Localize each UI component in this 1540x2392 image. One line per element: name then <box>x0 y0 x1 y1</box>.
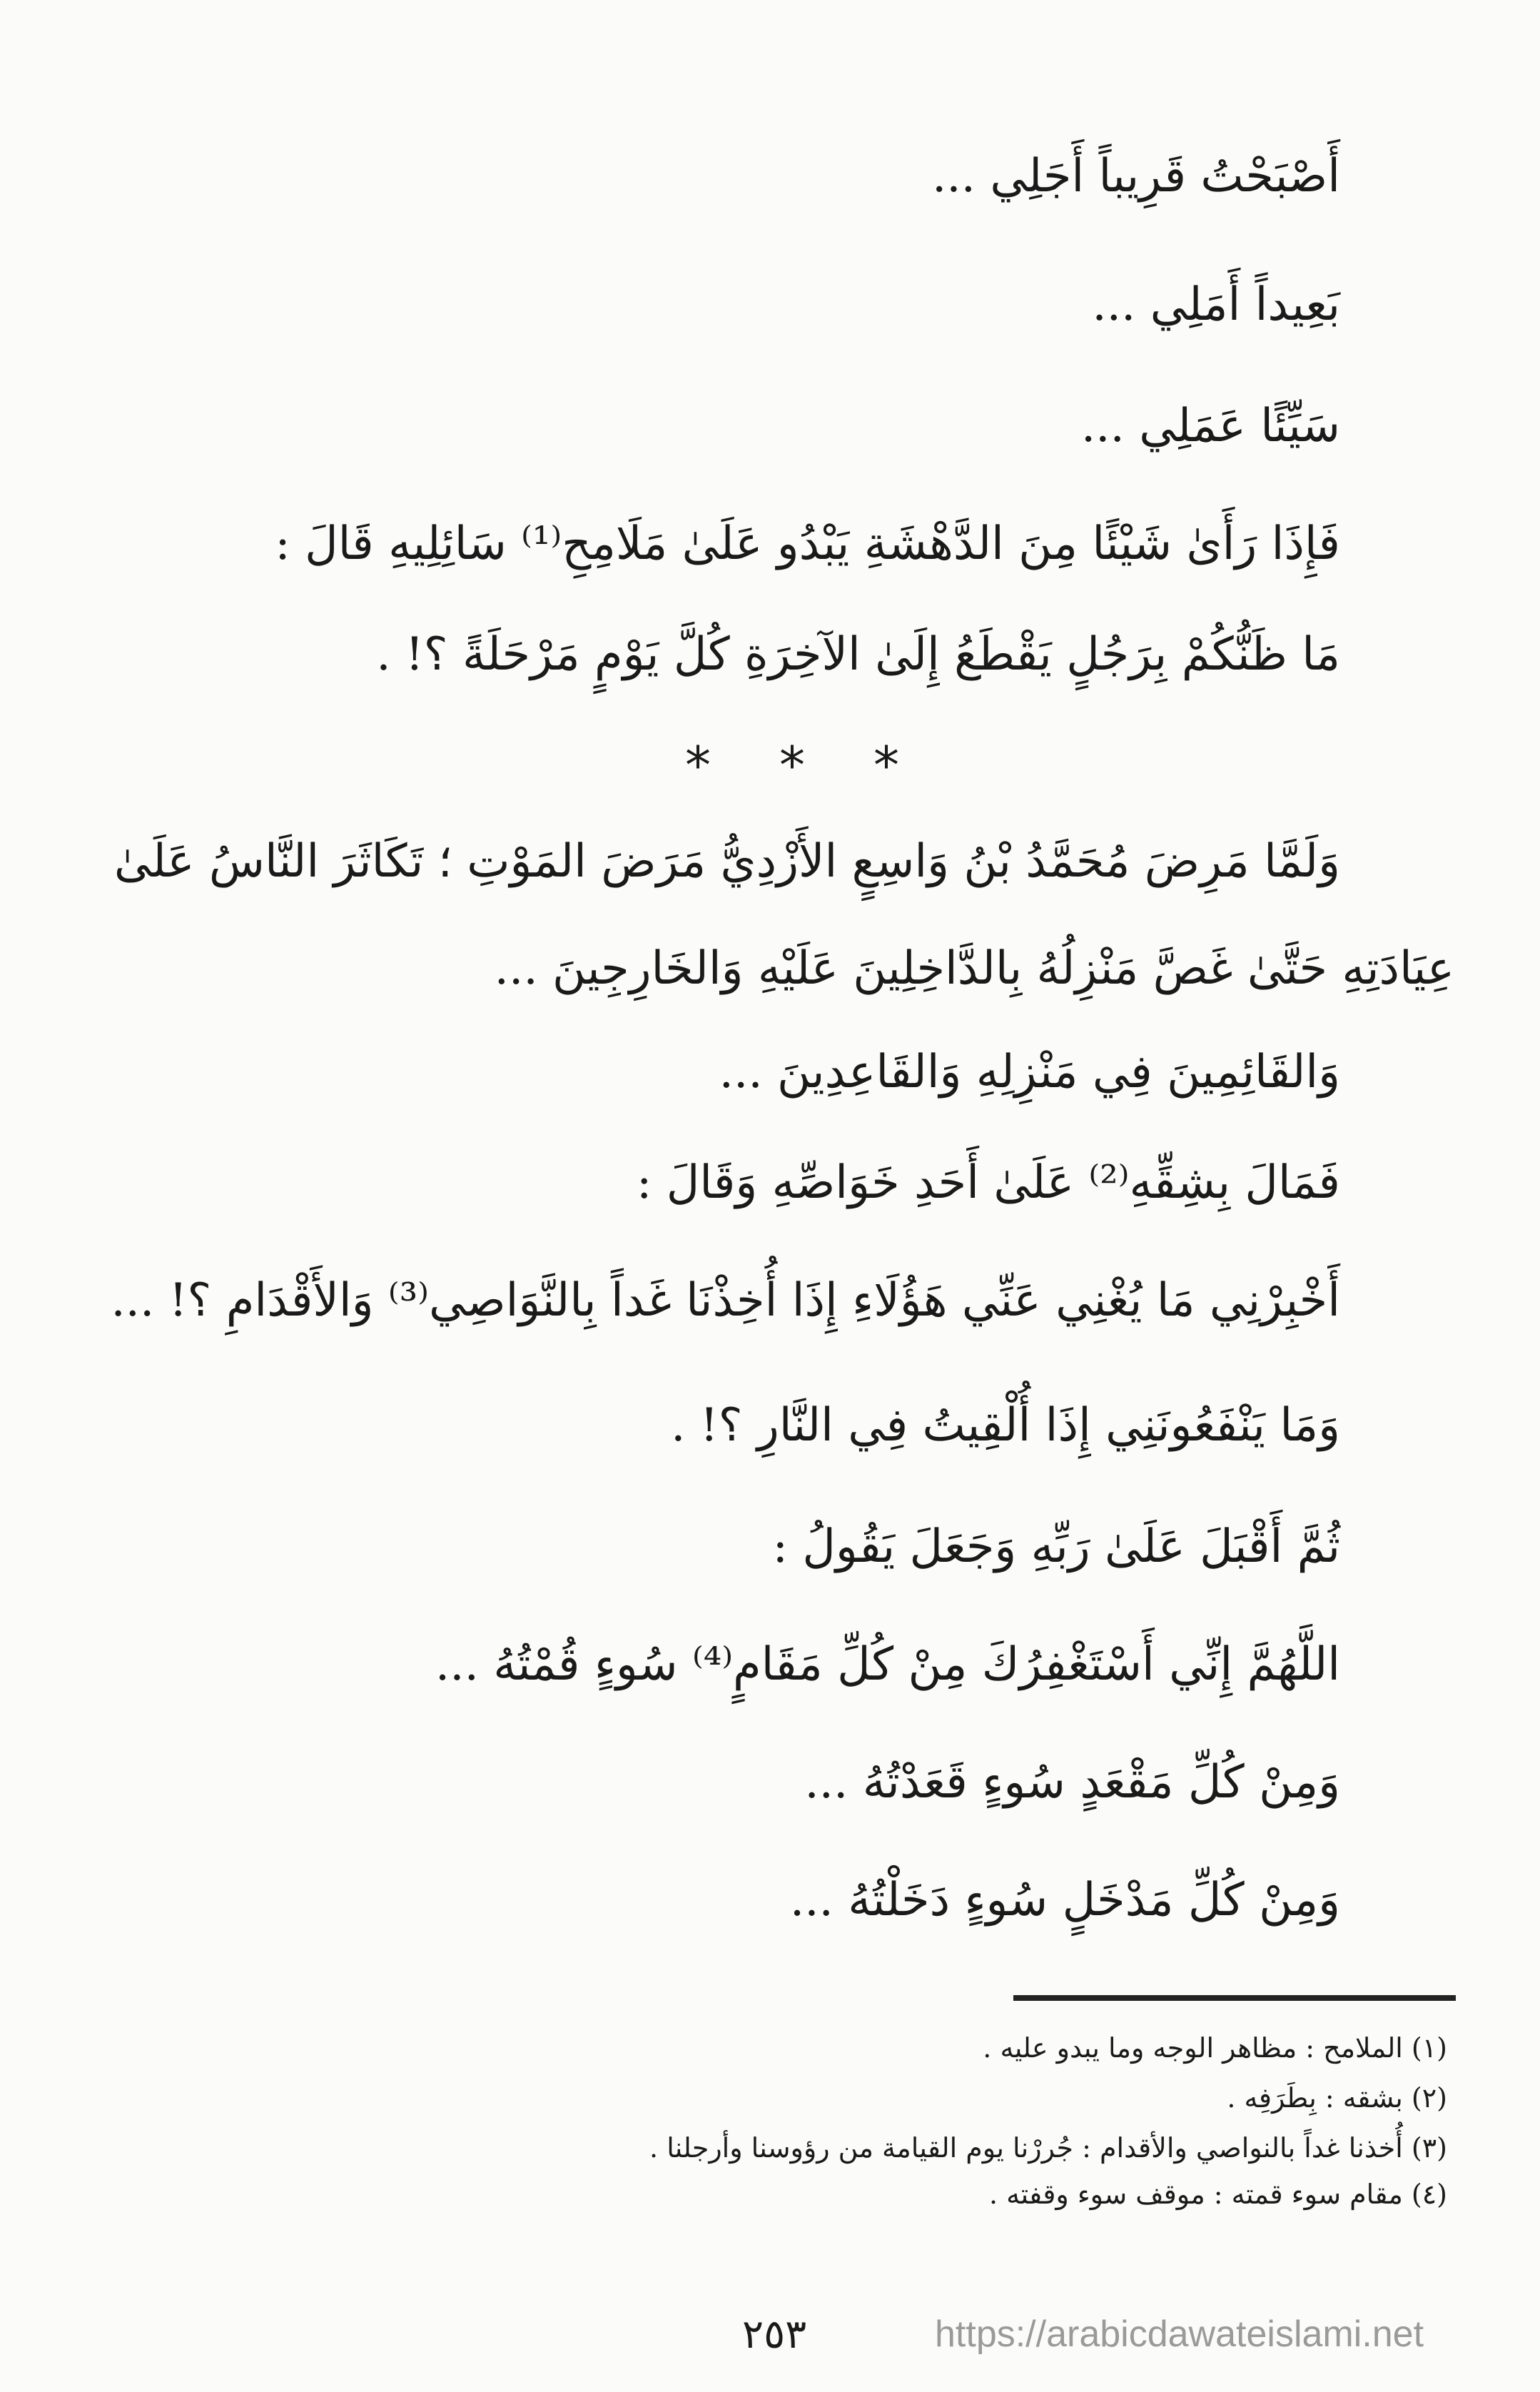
text-line: فَمَالَ بِشِقِّهِ⁽²⁾ عَلَىٰ أَحَدِ خَوَاصِّهِ وَقَالَ : <box>636 1156 1340 1209</box>
text-line: وَلَمَّا مَرِضَ مُحَمَّدُ بْنُ وَاسِعٍ الأَزْدِيُّ مَرَضَ المَوْتِ ؛ تَكَاثَرَ النَّاسُ عَلَىٰ <box>113 835 1340 888</box>
text-line: وَالقَائِمِينَ فِي مَنْزِلِهِ وَالقَاعِدِينَ ... <box>719 1046 1340 1099</box>
separator-star: * <box>685 735 711 795</box>
footnote: (١) الملامح : مظاهر الوجه وما يبدو عليه . <box>983 2032 1447 2064</box>
text-line: اللَّهُمَّ إِنِّي أَسْتَغْفِرُكَ مِنْ كُلِّ مَقَامٍ⁽⁴⁾ سُوءٍ قُمْتُهُ ... <box>435 1638 1340 1691</box>
text-line: مَا ظَنُّكُمْ بِرَجُلٍ يَقْطَعُ إِلَىٰ الآخِرَةِ كُلَّ يَوْمٍ مَرْحَلَةً ؟! . <box>376 628 1340 681</box>
separator-star: * <box>873 735 899 795</box>
text-line: وَمَا يَنْفَعُونَنِي إِذَا أُلْقِيتُ فِي النَّارِ ؟! . <box>671 1399 1340 1452</box>
text-line: وَمِنْ كُلِّ مَدْخَلٍ سُوءٍ دَخَلْتُهُ ... <box>789 1874 1340 1927</box>
text-line: بَعِيداً أَمَلِي ... <box>1092 278 1340 331</box>
footnote: (٣) أُخذنا غداً بالنواصي والأقدام : جُررْنا يوم القيامة من رؤوسنا وأرجلنا . <box>649 2132 1447 2164</box>
separator-star: * <box>779 735 805 795</box>
text-line: وَمِنْ كُلِّ مَقْعَدٍ سُوءٍ قَعَدْتُهُ ... <box>804 1756 1340 1809</box>
footnote: (٢) بشقه : بِطَرَفِه . <box>1227 2082 1447 2114</box>
footnote: (٤) مقام سوء قمته : موقف سوء وقفته . <box>989 2179 1447 2210</box>
text-line: عِيَادَتِهِ حَتَّىٰ غَصَّ مَنْزِلُهُ بِالدَّاخِلِينَ عَلَيْهِ وَالخَارِجِينَ ... <box>494 942 1454 995</box>
text-line: أَصْبَحْتُ قَرِيباً أَجَلِي ... <box>931 150 1340 203</box>
text-line: سَيِّئًا عَمَلِي ... <box>1080 400 1340 453</box>
page-number: ٢٥٣ <box>742 2311 807 2358</box>
text-line: ثُمَّ أَقْبَلَ عَلَىٰ رَبِّهِ وَجَعَلَ يَقُولُ : <box>772 1520 1340 1573</box>
watermark-url: https://arabicdawateislami.net <box>935 2313 1424 2355</box>
text-line: فَإِذَا رَأَىٰ شَيْئًا مِنَ الدَّهْشَةِ يَبْدُو عَلَىٰ مَلَامِحِ⁽¹⁾ سَائِلِيهِ قَالَ : <box>275 518 1340 570</box>
section-separator <box>685 735 899 795</box>
text-line: أَخْبِرْنِي مَا يُغْنِي عَنِّي هَؤُلَاءِ إِذَا أُخِذْنَا غَداً بِالنَّوَاصِي⁽³⁾ وَالأَقْدَامِ ؟! ... <box>111 1274 1340 1327</box>
footnote-divider <box>1013 1995 1456 2001</box>
